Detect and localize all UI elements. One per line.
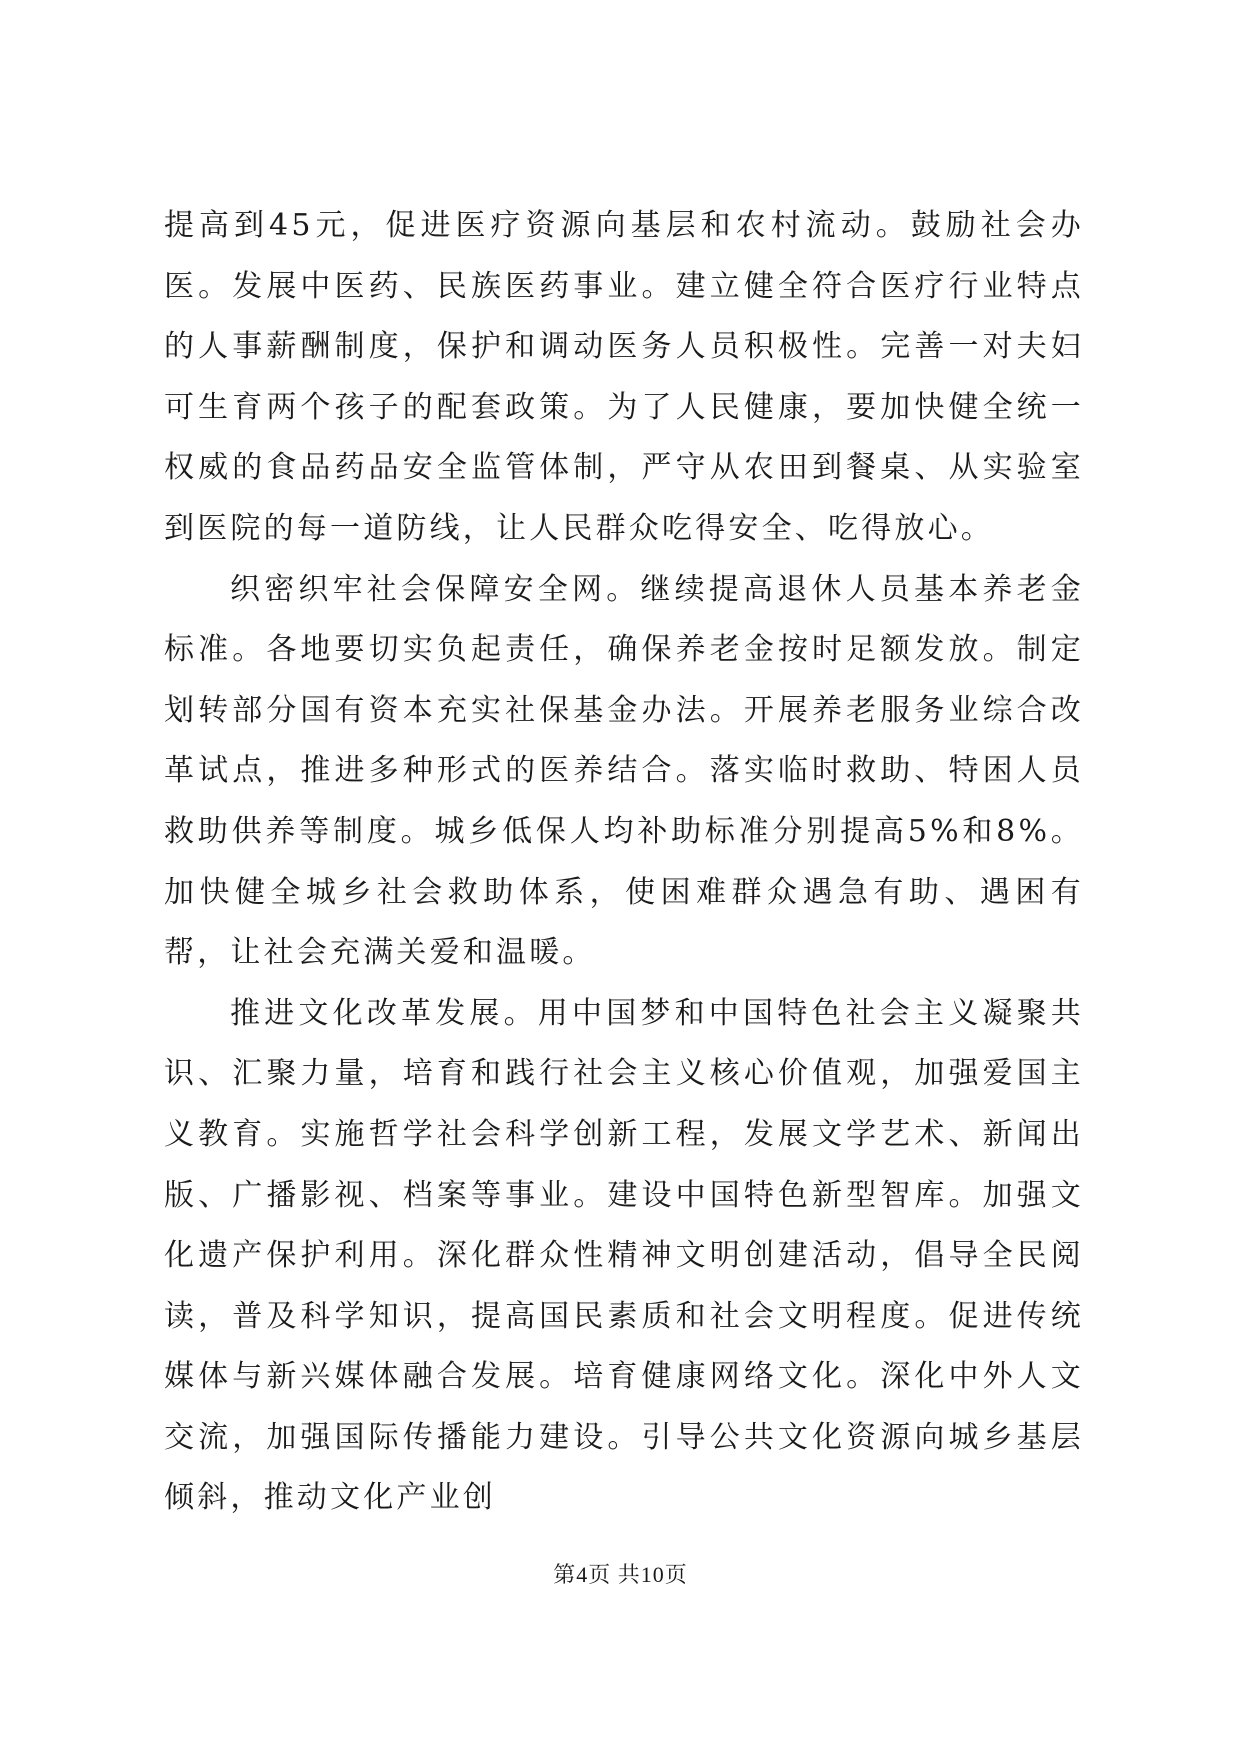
paragraph-social-security: 织密织牢社会保障安全网。继续提高退休人员基本养老金标准。各地要切实负起责任，确保养老金按时足额发放。制定划转部分国有资本充实社保基金办法。开展养老服务业综合改革试点，推进多种形式的医养结合。落实临时救助、特困人员救助供养等制度。城乡低保人均补助标准分别提高5%和8%。加快健全城乡社会救助体系，使困难群众遇急有助、遇困有帮，让社会充满关爱和温暖。 [164,571,1084,971]
paragraph-healthcare: 提高到45元，促进医疗资源向基层和农村流动。鼓励社会办医。发展中医药、民族医药事业。建立健全符合医疗行业特点的人事薪酬制度，保护和调动医务人员积极性。完善一对夫妇可生育两个孩子的配套政策。为了人民健康，要加快健全统一权威的食品药品安全监管体制，严守从农田到餐桌、从实验室到医院的每一道防线，让人民群众吃得安全、吃得放心。 [164,208,1084,546]
document-body [164,196,1084,1529]
page-number-footer: 第4页 共10页 [553,1562,688,1587]
paragraph-culture-reform: 推进文化改革发展。用中国梦和中国特色社会主义凝聚共识、汇聚力量，培育和践行社会主义核心价值观，加强爱国主义教育。实施哲学社会科学创新工程，发展文学艺术、新闻出版、广播影视、档案等事业。建设中国特色新型智库。加强文化遗产保护利用。深化群众性精神文明创建活动，倡导全民阅读，普及科学知识，提高国民素质和社会文明程度。促进传统媒体与新兴媒体融合发展。培育健康网络文化。深化中外人文交流，加强国际传播能力建设。引导公共文化资源向城乡基层倾斜，推动文化产业创 [164,995,1084,1516]
